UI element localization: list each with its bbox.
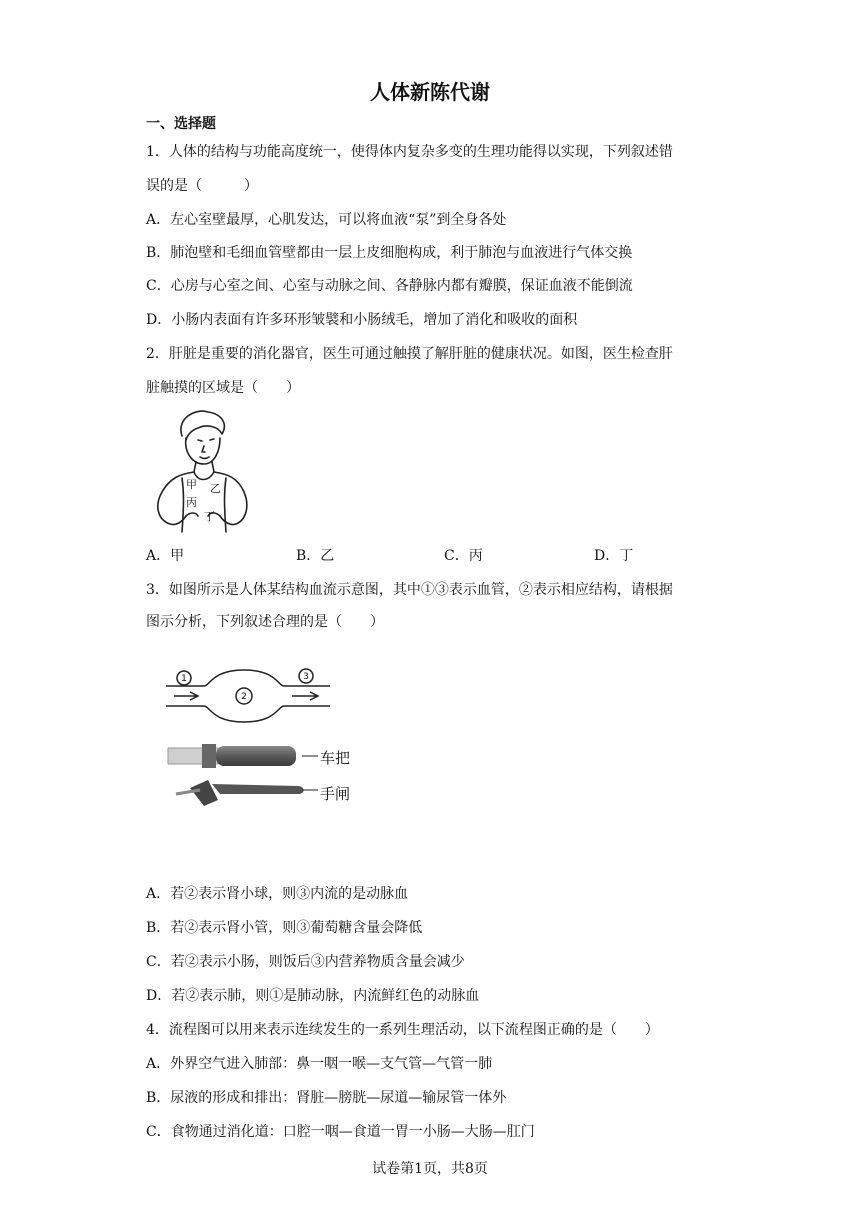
q2-stem-line2: 脏触摸的区域是（ ） bbox=[146, 380, 300, 396]
q3-stem-line2: 图示分析，下列叙述合理的是（ ） bbox=[146, 614, 384, 630]
q2-option-b: B．乙 bbox=[296, 548, 335, 564]
region-jia-label: 甲 bbox=[186, 478, 197, 491]
region-bing-label: 丙 bbox=[186, 496, 197, 509]
q1-option-d: D．小肠内表面有许多环形皱襞和小肠绒毛，增加了消化和吸收的面积 bbox=[146, 312, 578, 328]
blood-flow-diagram bbox=[164, 664, 334, 730]
q4-option-b: B．尿液的形成和排出：肾脏—膀胱—尿道—输尿管一体外 bbox=[146, 1090, 507, 1106]
q1-option-c: C．心房与心室之间、心室与动脉之间、各静脉内都有瓣膜，保证血液不能倒流 bbox=[146, 278, 633, 294]
region-yi-label: 乙 bbox=[210, 482, 221, 495]
q2-option-c: C．丙 bbox=[444, 548, 483, 564]
q4-option-c: C．食物通过消化道：口腔一咽—食道一胃一小肠—大肠—肛门 bbox=[146, 1124, 535, 1140]
q1-option-a: A．左心室壁最厚，心肌发达，可以将血液“泵”到全身各处 bbox=[146, 212, 507, 228]
page-footer: 试卷第1页，共8页 bbox=[372, 1161, 488, 1177]
q2-option-d: D．丁 bbox=[594, 548, 634, 564]
q2-option-a: A．甲 bbox=[146, 548, 185, 564]
hand-brake-label: 手闸 bbox=[320, 785, 351, 803]
q3-option-b: B．若②表示肾小管，则③葡萄糖含量会降低 bbox=[146, 920, 423, 936]
svg-text:2: 2 bbox=[241, 692, 247, 702]
q3-stem-line1: 3．如图所示是人体某结构血流示意图，其中①③表示血管，②表示相应结构，请根据 bbox=[146, 582, 673, 598]
region-ding-label: 丁 bbox=[204, 510, 215, 523]
liver-palpation-figure bbox=[146, 408, 256, 538]
q4-stem: 4．流程图可以用来表示连续发生的一系列生理活动，以下流程图正确的是（ ） bbox=[146, 1022, 659, 1038]
svg-text:3: 3 bbox=[303, 672, 309, 682]
q1-stem-line2: 误的是（ ） bbox=[146, 178, 258, 194]
q2-stem-line1: 2．肝脏是重要的消化器官，医生可通过触摸了解肝脏的健康状况。如图，医生检查肝 bbox=[146, 346, 673, 362]
handlebar-label: 车把 bbox=[320, 749, 351, 767]
q1-stem-line1: 1．人体的结构与功能高度统一，使得体内复杂多变的生理功能得以实现，下列叙述错 bbox=[146, 144, 673, 160]
q3-option-a: A．若②表示肾小球，则③内流的是动脉血 bbox=[146, 886, 409, 902]
q1-option-b: B．肺泡壁和毛细血管壁都由一层上皮细胞构成，利于肺泡与血液进行气体交换 bbox=[146, 245, 633, 261]
section-heading: 一、选择题 bbox=[146, 116, 216, 132]
q4-option-a: A．外界空气进入肺部：鼻一咽一喉—支气管—气管一肺 bbox=[146, 1056, 493, 1072]
page-title: 人体新陈代谢 bbox=[370, 80, 490, 104]
q3-option-d: D．若②表示肺，则①是肺动脉，内流鲜红色的动脉血 bbox=[146, 988, 480, 1004]
svg-text:1: 1 bbox=[181, 674, 187, 684]
q3-option-c: C．若②表示小肠，则饭后③内营养物质含量会减少 bbox=[146, 954, 465, 970]
